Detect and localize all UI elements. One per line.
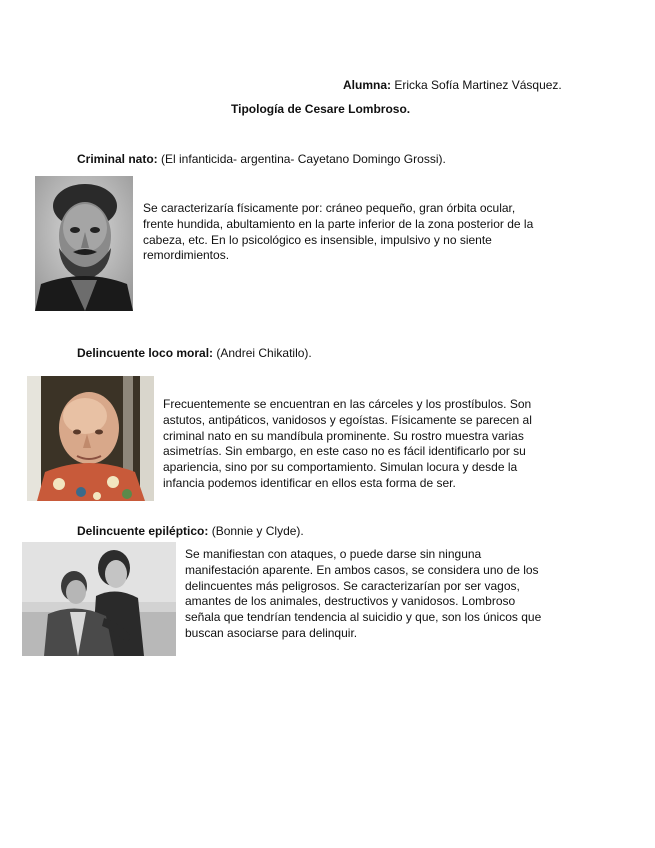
text-line: señala que tendrían tendencia al suicidio y que, son los únicos que <box>185 610 542 625</box>
couple-photo <box>22 542 176 656</box>
section-label: Delincuente loco moral: <box>77 346 214 360</box>
section-text-epileptico <box>185 547 585 642</box>
text-line: manifestación aparente. En ambos casos, se considera uno de los <box>185 562 539 577</box>
text-line: asimetrías. Sin embargo, en este caso no es fácil identificarlo por su <box>163 444 526 459</box>
student-name: Ericka Sofía Martinez Vásquez. <box>394 78 562 92</box>
text-line: criminal nato en su mandíbula prominente. Su rostro muestra varias <box>163 428 524 443</box>
page-title-text: Tipología de Cesare Lombroso. <box>231 102 411 116</box>
text-line: infancia podemos identificar en ellos esta forma de ser. <box>163 475 456 490</box>
student-label: Alumna: <box>343 78 391 92</box>
section-subject: (Bonnie y Clyde). <box>211 524 304 538</box>
text-line: cabeza, etc. En lo psicológico es insensible, impulsivo y no siente <box>143 232 492 247</box>
text-line: Se manifiestan con ataques, o puede darse sin ninguna <box>185 547 482 561</box>
portrait-photo <box>27 376 154 501</box>
text-line: apariencia, sino por su comportamiento. Simulan locura y desde la <box>163 460 518 475</box>
text-line: astutos, antipáticos, vanidosos y egoístas. Físicamente se parecen al <box>163 412 532 427</box>
section-heading-loco-moral <box>77 345 312 361</box>
section-subject: (Andrei Chikatilo). <box>216 346 312 360</box>
section-heading-epileptico <box>77 523 304 539</box>
text-line: remordimientos. <box>143 248 230 263</box>
student-line <box>343 77 562 93</box>
text-line: frente hundida, abultamiento en la parte inferior de la zona posterior de la <box>143 216 534 231</box>
text-line: buscan asociarse para delinquir. <box>185 625 358 640</box>
text-line: amantes de los animales, destructivos y vanidosos. Lombroso <box>185 594 516 609</box>
page-title <box>231 101 410 117</box>
text-line: Frecuentemente se encuentran en las cárceles y los prostíbulos. Son <box>163 397 532 411</box>
portrait-photo <box>35 176 133 311</box>
text-line: Se caracterizaría físicamente por: cráneo pequeño, gran órbita ocular, <box>143 201 516 215</box>
section-label: Delincuente epiléptico: <box>77 524 209 538</box>
section-text-criminal-nato <box>143 201 573 264</box>
section-subject: (El infanticida- argentina- Cayetano Domingo Grossi). <box>161 152 446 166</box>
text-line: delincuentes más peligrosos. Se caracterizarían por ser vagos, <box>185 578 520 593</box>
section-text-loco-moral <box>163 397 583 492</box>
section-label: Criminal nato: <box>77 152 158 166</box>
section-heading-criminal-nato <box>77 151 446 167</box>
